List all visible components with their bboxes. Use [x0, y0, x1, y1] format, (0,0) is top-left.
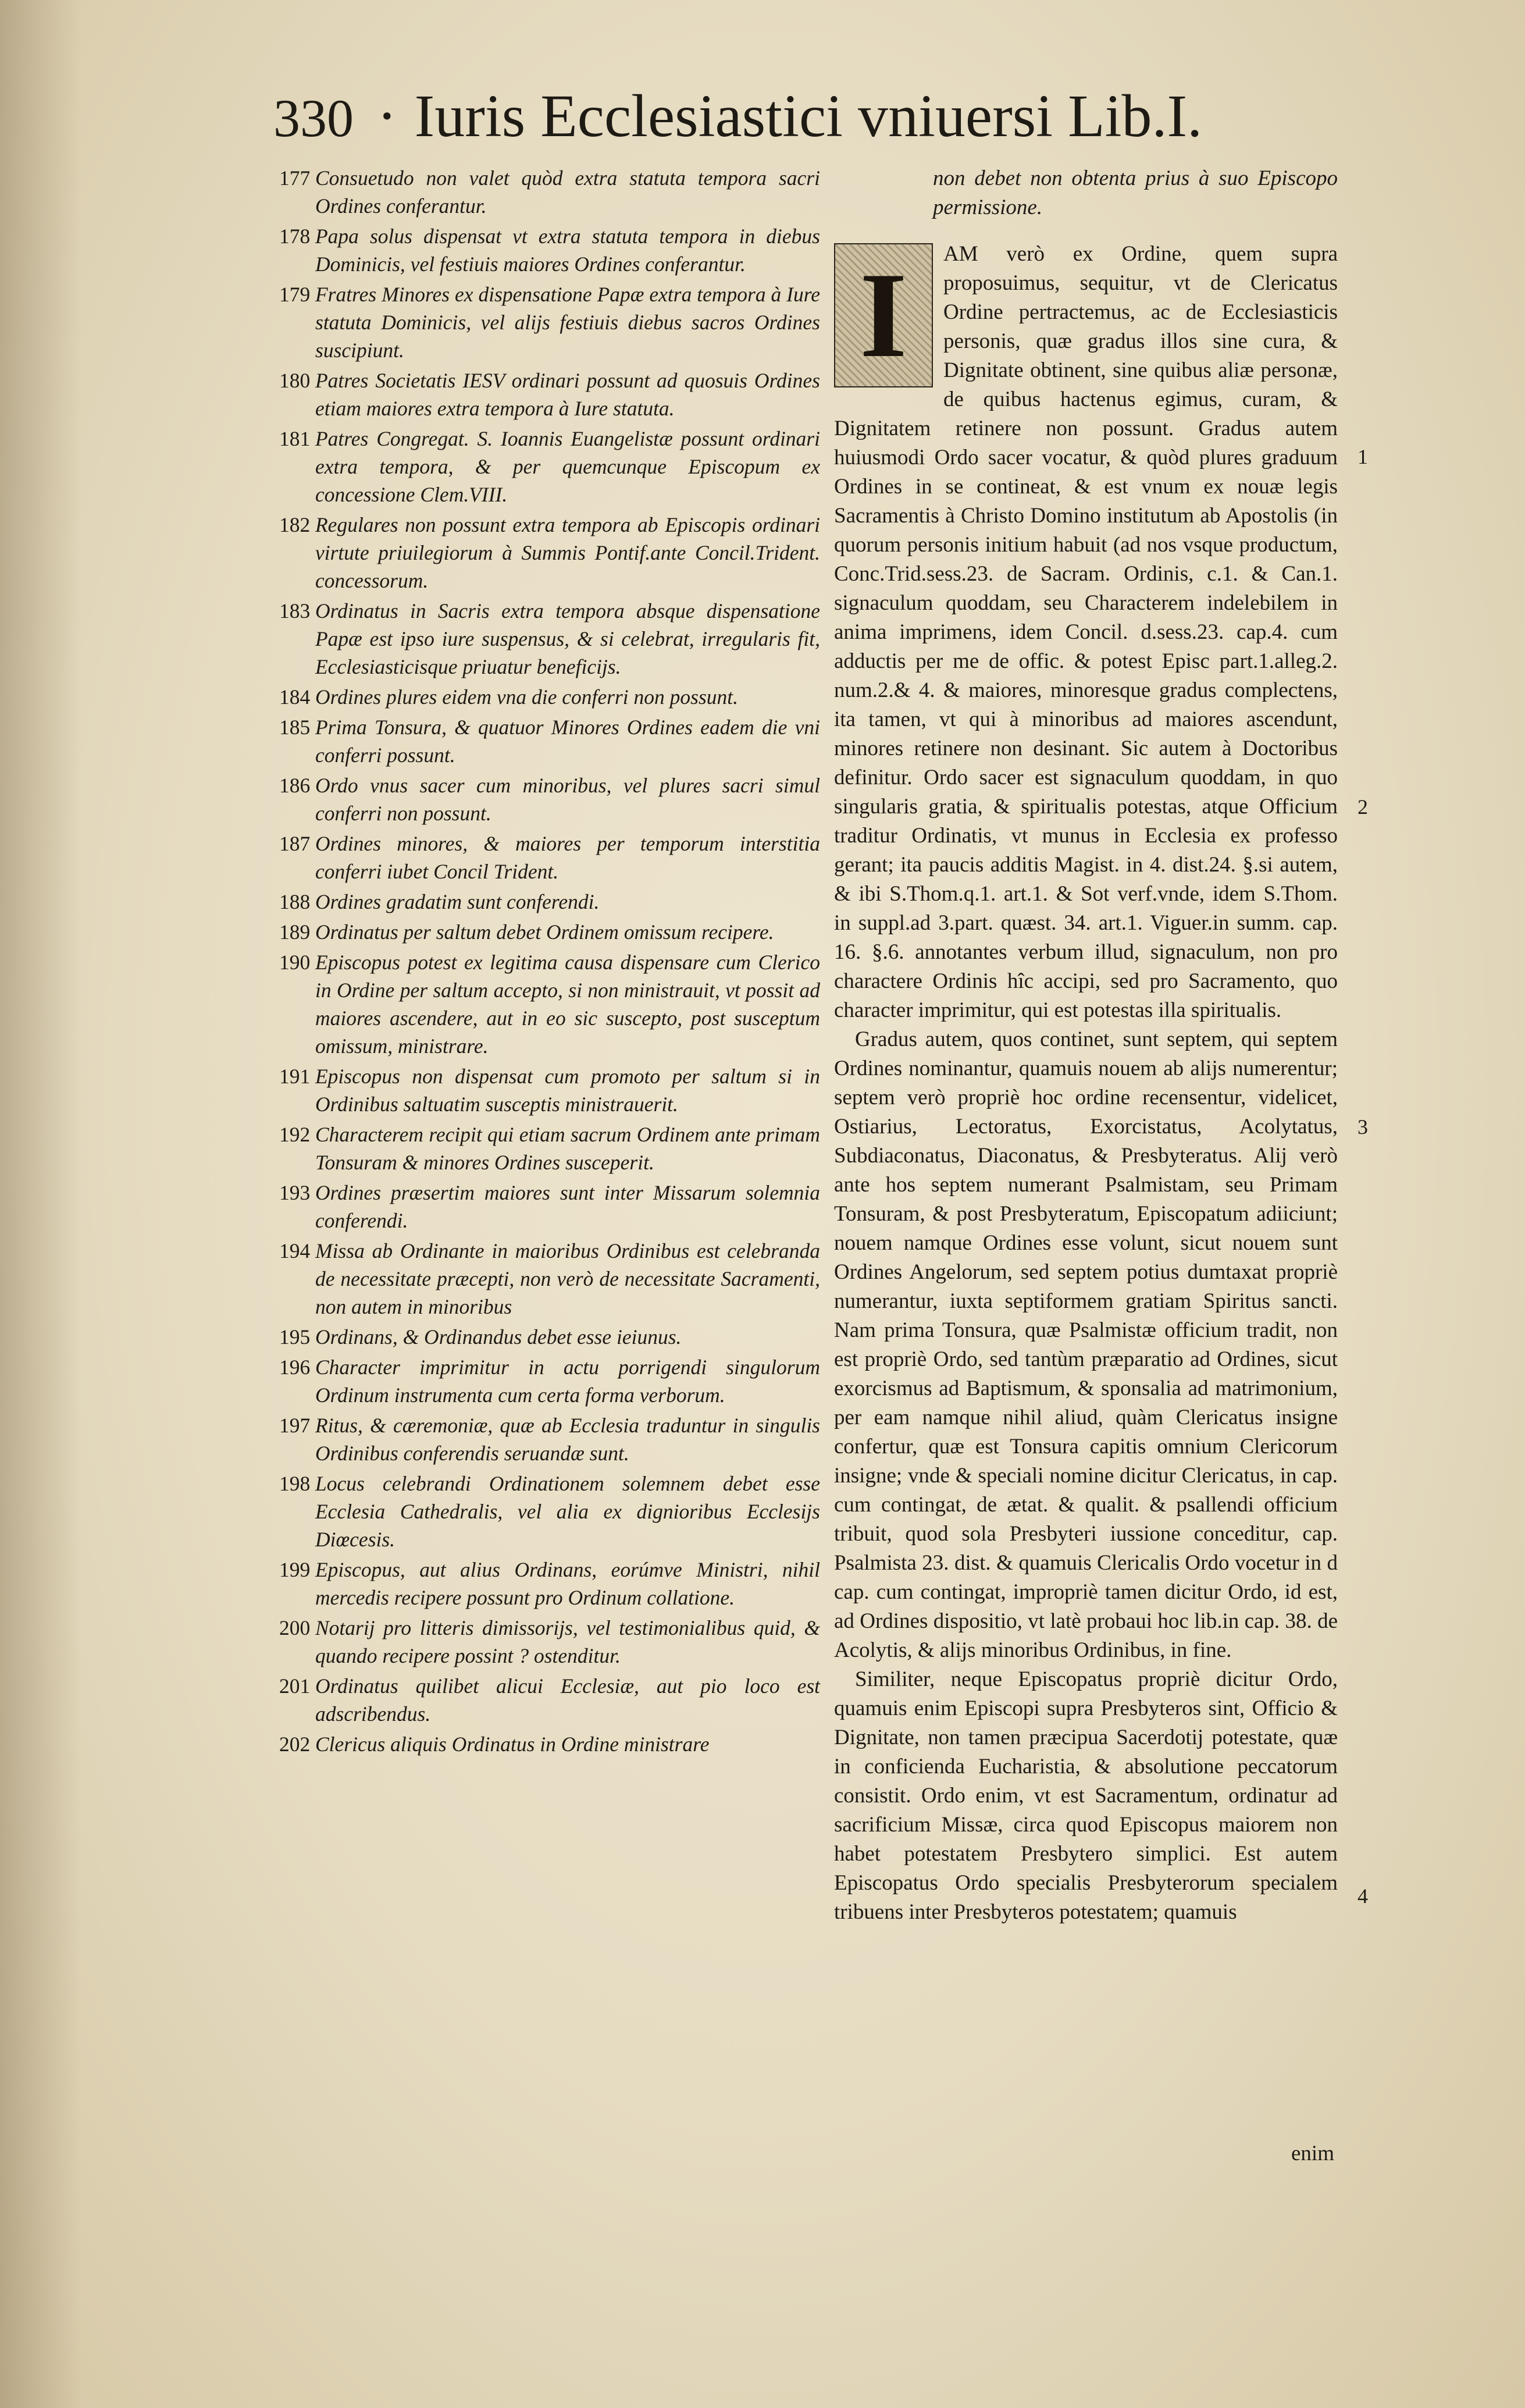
summary-number: 202	[279, 1733, 311, 1756]
summary-number: 182	[279, 513, 311, 536]
summary-item	[279, 1353, 820, 1409]
summary-item	[279, 280, 820, 364]
summary-text: Episcopus potest ex legitima causa dispensare cum Clerico in Ordine per saltum accepto, si non ministrauit, vt possit ad maiores ascendere, aut in eo sic suscepto, post susceptum omissum, ministrare.	[315, 951, 820, 1058]
summary-text: Regulares non possunt extra tempora ab Episcopis ordinari virtute priuilegiorum à Summis Pontif.ante Concil.Trident. concessorum.	[315, 513, 820, 592]
gutter-shadow	[0, 0, 81, 2408]
summary-text: Ordines plures eidem vna die conferri non possunt.	[315, 685, 739, 709]
summary-number: 201	[279, 1674, 311, 1698]
summary-item	[279, 888, 820, 916]
summary-item	[279, 683, 820, 711]
summary-text: Papa solus dispensat vt extra statuta tempora in diebus Dominicis, vel festiuis maiores Ordines conferantur.	[315, 225, 820, 276]
running-title: Iuris Ecclesiastici vniuersi Lib.I.	[414, 83, 1203, 150]
summary-number: 179	[279, 283, 311, 306]
summary-item	[279, 367, 820, 422]
summary-number: 185	[279, 716, 311, 739]
summary-text: Ordines præsertim maiores sunt inter Missarum solemnia conferendi.	[315, 1181, 820, 1232]
summary-item	[279, 1121, 820, 1176]
summary-number: 177	[279, 166, 311, 190]
summary-text: Consuetudo non valet quòd extra statuta tempora sacri Ordines conferantur.	[315, 166, 820, 218]
summary-text: Missa ab Ordinante in maioribus Ordinibus est celebranda de necessitate præcepti, non verò de necessitate Sacramenti, non autem in minoribus	[315, 1239, 820, 1318]
summary-item	[279, 948, 820, 1060]
summary-number: 183	[279, 599, 311, 623]
margin-number-2: 2	[1357, 795, 1368, 819]
page-number: 330	[273, 88, 354, 148]
summary-text: Ordinatus per saltum debet Ordinem omissum recipere.	[315, 920, 774, 944]
summary-item	[279, 1730, 820, 1758]
paragraph-3: Similiter, neque Episcopatus propriè dicitur Ordo, quamuis enim Episcopi supra Presbyteros sint, Officio & Dignitate, non tamen præcipua Sacerdotij potestate, quæ in conficienda Eucharistia, & absolutione peccatorum consistit. Ordo enim, vt est Sacramentum, ordinatur ad sacrificium Missæ, circa quod Episcopus maiorem non habet potestatem Presbytero simplici. Est autem Episcopatus Ordo specialis Presbyterorum specialem tribuens inter Presbyteros potestatem; quamuis	[834, 1667, 1338, 1924]
summary-item	[279, 771, 820, 827]
summary-text: Episcopus non dispensat cum promoto per saltum si in Ordinibus saltuatim susceptis ministrauerit.	[315, 1065, 820, 1116]
summary-text: Character imprimitur in actu porrigendi singulorum Ordinum instrumenta cum certa forma verborum.	[315, 1356, 820, 1407]
summary-number: 197	[279, 1414, 311, 1437]
summary-item	[279, 1237, 820, 1321]
catchword: enim	[1291, 2142, 1334, 2165]
summary-number: 188	[279, 890, 311, 913]
summary-item	[279, 1470, 820, 1553]
summary-number: 191	[279, 1065, 311, 1088]
summary-number: 194	[279, 1239, 311, 1262]
summary-item	[279, 1672, 820, 1728]
summary-text: Notarij pro litteris dimissorijs, vel testimonialibus quid, & quando recipere possint ? ostenditur.	[315, 1616, 820, 1667]
summary-number: 181	[279, 427, 311, 450]
summary-item	[279, 597, 820, 681]
summary-item	[279, 511, 820, 595]
summary-item	[279, 918, 820, 946]
margin-number-3: 3	[1357, 1115, 1368, 1139]
summary-number: 192	[279, 1123, 311, 1146]
summary-number: 184	[279, 685, 311, 709]
summary-item	[279, 1411, 820, 1467]
summary-number: 198	[279, 1472, 311, 1495]
summary-text: Fratres Minores ex dispensatione Papæ extra tempora à Iure statuta Dominicis, vel alijs festiuis diebus sacros Ordines suscipiunt.	[315, 283, 820, 362]
summary-number: 186	[279, 774, 311, 797]
summary-item	[279, 1323, 820, 1351]
summary-item	[279, 830, 820, 885]
summary-number: 189	[279, 920, 311, 944]
summary-item	[279, 713, 820, 769]
summary-text: Ordinans, & Ordinandus debet esse ieiunus.	[315, 1325, 682, 1349]
paragraph-1	[834, 240, 1338, 1025]
margin-number-1: 1	[1357, 445, 1368, 468]
summary-item	[279, 164, 820, 220]
summary-number: 178	[279, 225, 311, 248]
text-column	[834, 164, 1338, 1927]
summary-text: Prima Tonsura, & quatuor Minores Ordines eadem die vni conferri possunt.	[315, 716, 820, 767]
summary-number: 193	[279, 1181, 311, 1204]
summary-text: Characterem recipit qui etiam sacrum Ordinem ante primam Tonsuram & minores Ordines susceperit.	[315, 1123, 820, 1174]
summary-number: 196	[279, 1356, 311, 1379]
header-separator: ·	[377, 83, 397, 150]
summary-item	[279, 1179, 820, 1235]
summary-text: Patres Congregat. S. Ioannis Euangelistæ possunt ordinari extra tempora, & per quemcunque Episcopum ex concessione Clem.VIII.	[315, 427, 820, 506]
summary-text: Patres Societatis IESV ordinari possunt ad quosuis Ordines etiam maiores extra tempora à Iure statuta.	[315, 369, 820, 420]
summary-continuation: non debet non obtenta prius à suo Episcopo permissione.	[933, 166, 1338, 219]
summary-text: Ritus, & cæremoniæ, quæ ab Ecclesia traduntur in singulis Ordinibus conferendis seruandæ sunt.	[315, 1414, 820, 1465]
paragraph-1-text: AM verò ex Ordine, quem supra proposuimus, sequitur, vt de Clericatus Ordine pertractemus, ac de Ecclesiasticis personis, quæ gradus illos sine cura, & Dignitate obtinent, sine quibus aliæ personæ, de quibus hactenus egimus, curam, & Dignitatem retinere non possunt. Gradus autem huiusmodi Ordo sacer vocatur, & quòd plures graduum Ordines in se contineat, & est vnum ex nouæ legis Sacramentis à Christo Domino institutum ab Apostolis (in quorum personis initium habuit (ad nos vsque productum, Conc.Trid.sess.23. de Sacram. Ordinis, c.1. & Can.1. signaculum quoddam, seu Characterem indelebilem in anima imprimens, idem Concil. d.sess.23. cap.4. cum adductis per me de offic. & potest Episc part.1.alleg.2. num.2.& 4. & maiores, minoresque gradus complectens, ita tamen, vt qui à minoribus ad maiores ascendunt, minores retinere non desinant. Sic autem à Doctoribus definitur. Ordo sacer est signaculum quoddam, in quo singularis gratia, & spiritualis potestas, atque Officium traditur Ordinatis, vt munus in Ecclesia ex professo gerant; ita paucis additis Magist. in 4. dist.24. §.si autem, & ibi S.Thom.q.1. art.1. & Sot verf.vnde, idem S.Thom. in suppl.ad 3.part. quæst. 34. art.1. Viguer.in summ. cap. 16. §.6. annotantes verbum illud, signaculum, non pro charactere Ordinis hîc accipi, sed pro Sacramento, quo character imprimitur, qui est potestas illa spiritualis.	[834, 242, 1338, 1022]
summary-item	[279, 1614, 820, 1670]
summary-number: 195	[279, 1325, 311, 1349]
summary-number: 187	[279, 832, 311, 855]
summary-text: Ordines gradatim sunt conferendi.	[315, 890, 600, 913]
margin-number-4: 4	[1357, 1884, 1368, 1908]
summary-text: Ordinatus in Sacris extra tempora absque dispensatione Papæ est ipso iure suspensus, & si celebrat, irregularis fit, Ecclesiasticisque priuatur beneficijs.	[315, 599, 820, 678]
running-header	[273, 81, 1291, 151]
summary-number: 200	[279, 1616, 311, 1639]
summary-item	[279, 425, 820, 508]
summary-column	[279, 164, 820, 1760]
summary-item	[279, 222, 820, 278]
paragraph-2: Gradus autem, quos continet, sunt septem, qui septem Ordines nominantur, quamuis nouem ab alijs numerentur; septem verò propriè hoc ordine recensentur, videlicet, Ostiarius, Lectoratus, Exorcistatus, Acolytatus, Subdiaconatus, Diaconatus, & Presbyteratus. Alij verò ante hos septem numerant Psalmistam, seu Primam Tonsuram, & post Presbyteratum, Episcopatum adiiciunt; nouem namque Ordines esse volunt, sicut nouem sunt Ordines Angelorum, sed septem potius dumtaxat propriè numerantur, iuxta septiformem gratiam Spiritus sancti. Nam prima Tonsura, quæ Psalmistæ officium tradit, non est propriè Ordo, sed tantùm præparatio ad Ordines, sicut exorcismus ad Baptismum, & sponsalia ad matrimonium, per eam namque nihil aliud, quàm Clericatus insigne confertur, quæ est Tonsura capitis omnium Clericorum insigne; vnde & speciali nomine dicitur Clericatus, in cap. cum contingat, de ætat. & qualit. & psallendi officium tribuit, quod sola Presbyteri iussione conceditur, cap. Psalmista 23. dist. & quamuis Clericalis Ordo vocetur in d cap. cum contingat, impropriè tamen dicitur Ordo, id est, ad Ordines dispositio, vt latè probaui hoc lib.in cap. 38. de Acolytis, & alijs minoribus Ordinibus, in fine.	[834, 1027, 1338, 1662]
summary-text: Ordines minores, & maiores per temporum interstitia conferri iubet Concil Trident.	[315, 832, 820, 883]
summary-number: 180	[279, 369, 311, 392]
summary-text: Ordo vnus sacer cum minoribus, vel plures sacri simul conferri non possunt.	[315, 774, 820, 825]
summary-number: 199	[279, 1558, 311, 1581]
summary-text: Ordinatus quilibet alicui Ecclesiæ, aut pio loco est adscribendus.	[315, 1674, 820, 1726]
summary-item	[279, 1556, 820, 1612]
decorated-initial: I	[834, 243, 933, 387]
summary-text: Episcopus, aut alius Ordinans, eorúmve Ministri, nihil mercedis recipere possunt pro Ordinum collatione.	[315, 1558, 820, 1609]
summary-number: 190	[279, 951, 311, 974]
summary-text: Locus celebrandi Ordinationem solemnem debet esse Ecclesia Cathedralis, vel alia ex dignioribus Ecclesijs Diœcesis.	[315, 1472, 820, 1551]
summary-text: Clericus aliquis Ordinatus in Ordine ministrare	[315, 1733, 710, 1756]
summary-item	[279, 1062, 820, 1118]
